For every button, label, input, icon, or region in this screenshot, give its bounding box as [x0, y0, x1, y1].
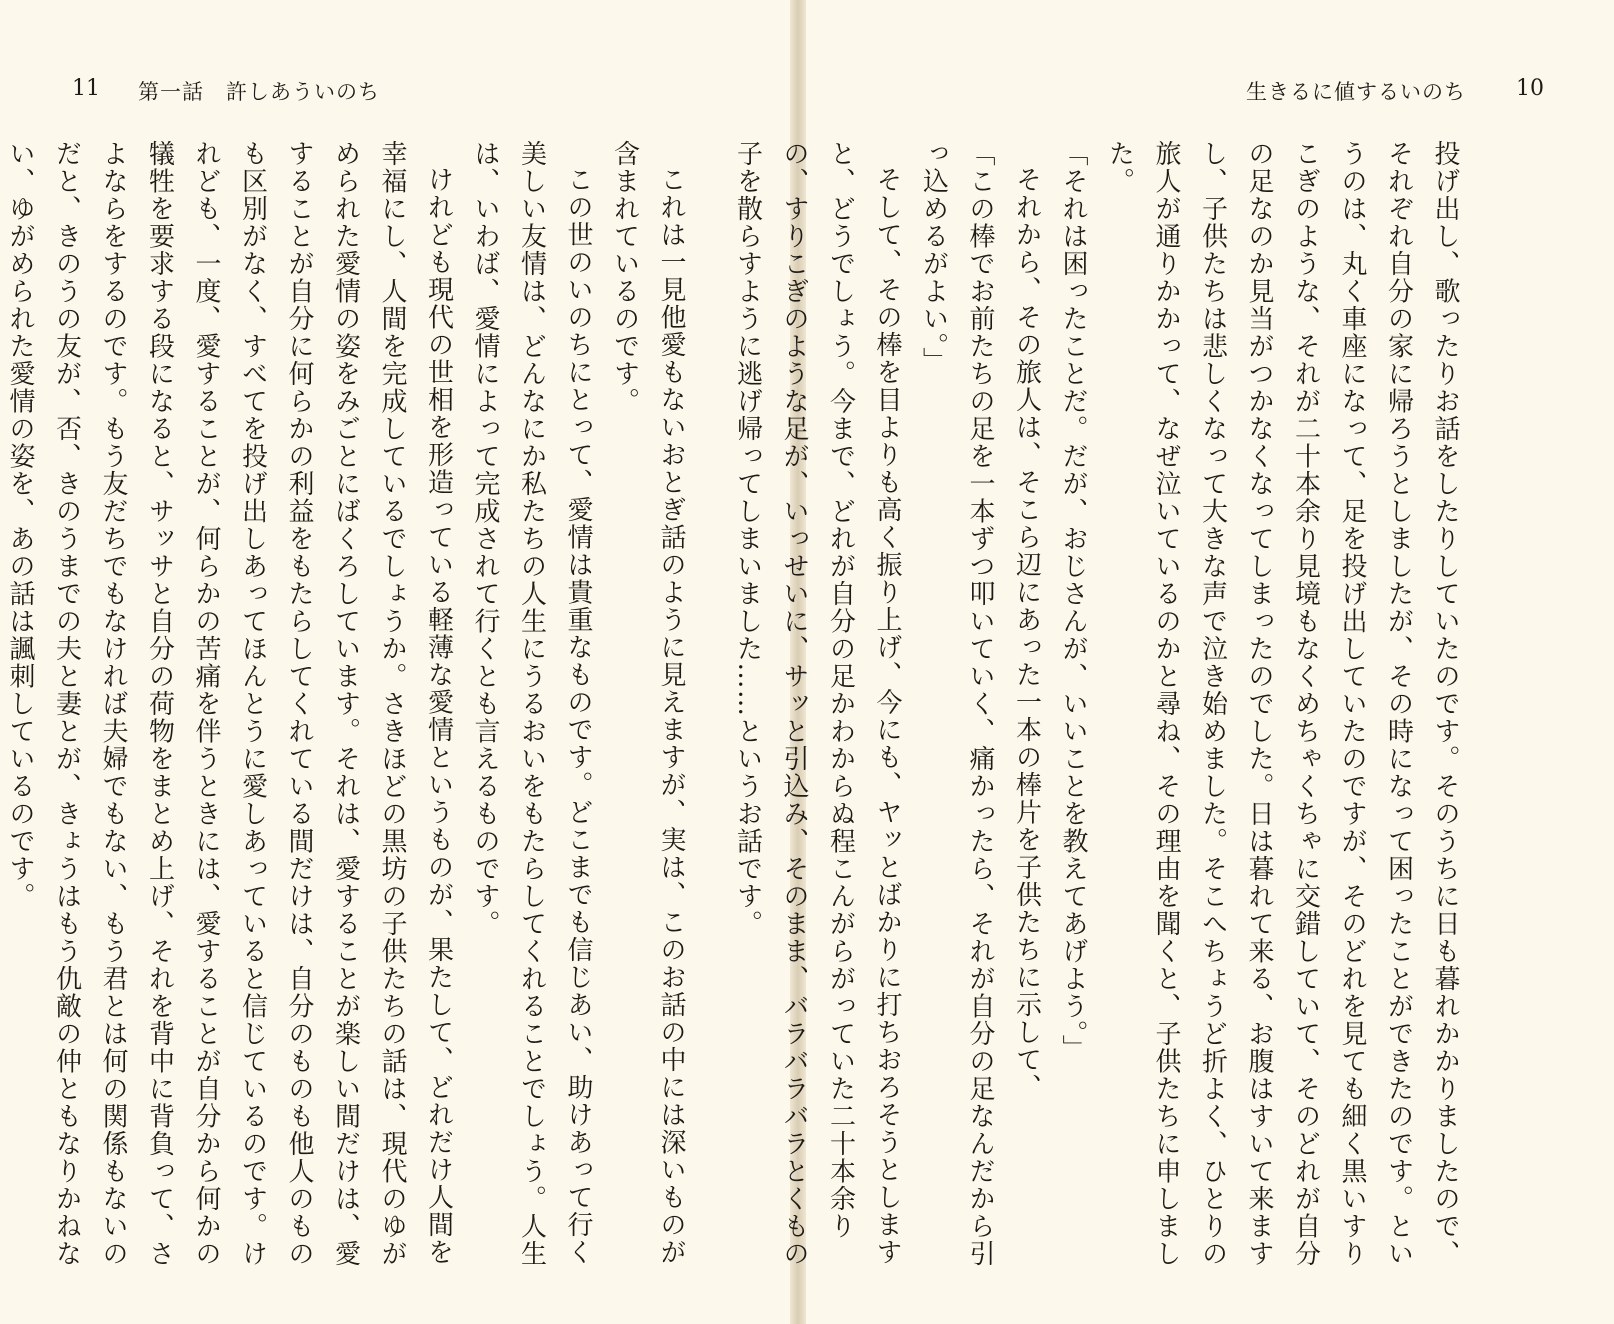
right-page [732, 0, 1614, 1324]
paragraph: 投げ出し、歌ったりお話をしたりしていたのです。そのうちに日も暮れかかりましたので、それぞれ自分の家に帰ろうとしましたが、その時になって困ったことができたのです。というのは、丸く車座になって、足を投げ出していたのですが、そのどれを見ても細く黒いすりこぎのような、それが二十本余り見境もなくめちゃくちゃに交錯していて、そのどれが自分の足なのか見当がつかなくなってしまったのでした。日は暮れて来る、お腹はすいて来ますし、子供たちは悲しくなって大きな声で泣き始めました。そこへちょうど折よく、ひとりの旅人が通りかかって、なぜ泣いているのかと尋ね、その理由を聞くと、子供たちに申しました。 [1104, 140, 1460, 1268]
running-head-right: 生きるに値するいのち [1246, 80, 1466, 104]
paragraph: そして、その棒を目よりも高く振り上げ、今にも、ヤッとばかりに打ちおろそうとしますと、どうでしょう。今まで、どれが自分の足かわからぬ程こんがらがっていた二十本余りの、すりこぎのような足が、いっせいに、サッと引込み、そのまま、バラバラバラとくもの子を散らすように逃げ帰ってしまいました……というお話です。 [732, 140, 902, 1268]
body-text-right [732, 140, 1468, 1290]
page-number-right: 10 [1516, 76, 1544, 101]
body-text-left [5, 140, 694, 1290]
paragraph: けれども現代の世相を形造っている軽薄な愛情というものが、果たして、どれだけ人間を幸福にし、人間を完成しているでしょうか。さきほどの黒坊の子供たちの話は、現代のゆがめられた愛情の姿をみごとにばくろしています。それは、愛することが楽しい間だけは、愛することが自分に何らかの利益をもたらしてくれている間だけは、自分のものも他人のものも区別がなく、すべてを投げ出しあってほんとうに愛しあっていると信じているのです。けれども、一度、愛することが、何らかの苦痛を伴うときには、愛することが自分から何かの犠牲を要求する段になると、サッサと自分の荷物をまとめ上げ、それを背中に背負って、さよならをするのです。もう友だちでもなければ夫婦でもない、もう君とは何の関係もないのだと、きのうの友が、否、きのうまでの夫と妻とが、きょうはもう仇敵の仲ともなりかねない、ゆがめられた愛情の姿を、あの話は諷刺しているのです。 [5, 140, 454, 1268]
paragraph: この世のいのちにとって、愛情は貴重なものです。どこまでも信じあい、助けあって行く美しい友情は、どんなにか私たちの人生にうるおいをもたらしてくれることでしょう。人生は、いわば、愛情によって完成されて行くとも言えるものです。 [470, 140, 593, 1268]
running-head-left: 第一話 許しあういのち [138, 80, 380, 104]
page-number-left: 11 [72, 76, 100, 101]
dialogue-line: 「それは困ったことだ。だが、おじさんが、いいことを教えてあげよう。」 [1058, 140, 1088, 1062]
paragraph: それから、その旅人は、そこら辺にあった一本の棒片を子供たちに示して、 [1011, 166, 1042, 1101]
dialogue-line: 「この棒でお前たちの足を一本ずつ叩いていく、痛かったら、それが自分の足なんだから引っ込めるがよい。」 [918, 140, 995, 1268]
paragraph: これは一見他愛もないおとぎ話のように見えますが、実は、このお話の中には深いものが含まれているのです。 [609, 140, 686, 1266]
left-page [0, 0, 790, 1324]
